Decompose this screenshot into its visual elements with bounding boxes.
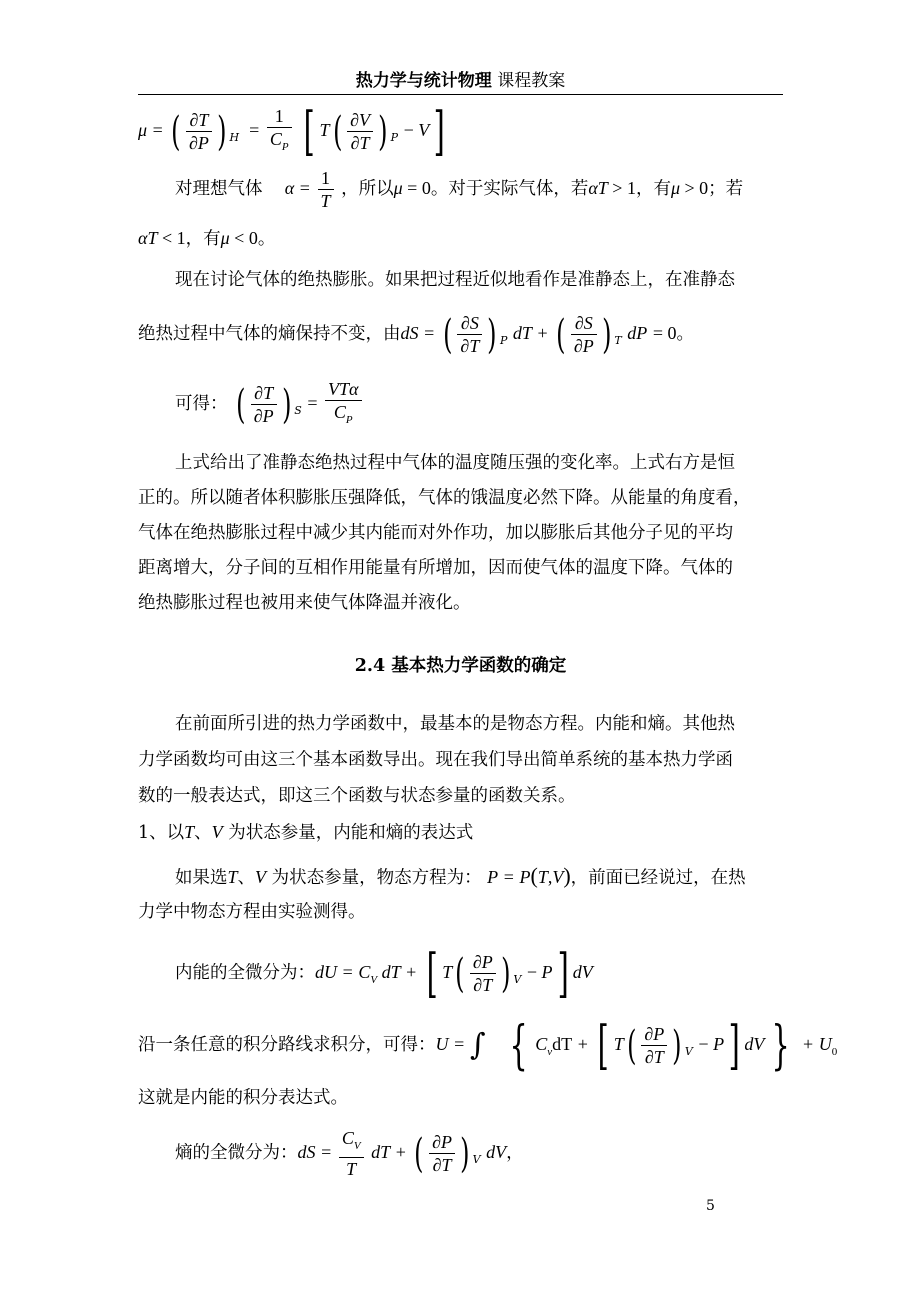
text-fragment: 熵的全微分为：	[175, 1143, 298, 1163]
paragraph-adiabatic-line1: 现在讨论气体的绝热膨胀。如果把过程近似地看作是准静态上，在准静态	[175, 270, 735, 290]
text-ideal-gas-label: 对理想气体	[175, 179, 263, 199]
text-fragment: 、	[237, 868, 256, 888]
text-fragment: ，	[506, 1143, 524, 1163]
equation-internal-energy-integral: 沿一条任意的积分路线求积分，可得：U = ∫ { $C_vdT$ + [ T( $\frac{\partial P}{\partial T}$ ) $_V$ − P] dV } + $U_0$	[138, 1015, 838, 1076]
header-title: 热力学与统计物理	[355, 71, 492, 91]
equation-internal-energy-diff: 内能的全微分为：dU = $C_V$ dT + [ T( $\frac{\partial P}{\partial T}$ ) $_V$ − P] dV	[175, 943, 593, 1004]
text-fragment: 。对于实际气体，若	[430, 179, 589, 199]
paragraph-explanation-line1: 上式给出了准静态绝热过程中气体的温度随压强的变化率。上式右方是恒	[175, 453, 735, 473]
paragraph-basic-functions-line3: 数的一般表达式，即这三个函数与状态参量的函数关系。	[138, 786, 576, 806]
text-line-ideal-gas: 对理想气体 α = $\frac{1}{T}$ ，所以μ = 0。对于实际气体，若αT > 1，有μ > 0；若	[175, 168, 744, 211]
text-fragment: 为状态参量，物态方程为：	[271, 868, 482, 888]
paragraph-explanation-line2: 正的。所以随者体积膨胀压强降低，气体的饿温度必然下降。从能量的角度看，	[138, 488, 751, 508]
page-number: 5	[706, 1198, 715, 1214]
header-rule	[138, 94, 783, 95]
paragraph-state-eq-line1: 如果选T、V 为状态参量，物态方程为： P = P(T,V)，前面已经说过，在热	[175, 863, 746, 888]
text-fragment: 。	[676, 324, 695, 344]
equation-adiabatic-rate: 可得： ( $\frac{\partial T}{\partial P}$ ) $_S$ = $\frac{\text{VTα}}{C_P}$	[175, 378, 364, 428]
paragraph-explanation-line3: 气体在绝热膨胀过程中减少其内能而对外作功，加以膨胀后其他分子见的平均	[138, 523, 733, 543]
paragraph-state-eq-line2: 力学中物态方程由实验测得。	[138, 902, 366, 922]
text-fragment: 内能的全微分为：	[175, 963, 315, 983]
page-header	[138, 66, 783, 94]
text-fragment: 、	[194, 823, 212, 843]
text-fragment: ，前面已经说过，在热	[570, 868, 746, 888]
text-line-ideal-gas-cont: αT < 1，有μ < 0。	[138, 228, 276, 249]
text-fragment: ，所以	[341, 179, 394, 199]
paragraph-basic-functions-line1: 在前面所引进的热力学函数中，最基本的是物态方程。内能和熵。其他热	[175, 714, 735, 734]
text-fragment: 沿一条任意的积分路线求积分，可得：	[138, 1035, 436, 1055]
header-subtitle: 课程教案	[497, 71, 566, 91]
subsection-heading: 1、以T、V 为状态参量，内能和熵的表达式	[138, 822, 474, 843]
paragraph-explanation-line4: 距离增大，分子间的互相作用能量有所增加，因而使气体的温度下降。气体的	[138, 558, 733, 578]
section-title: 2.4 基本热力学函数的确定	[354, 656, 567, 676]
text-fragment: ；若	[708, 179, 744, 199]
text-fragment: 可得：	[175, 394, 228, 414]
equation-entropy-diff: 熵的全微分为：dS = $\frac{C_V}{T}$ dT + ( $\frac{\partial P}{\partial T}$ ) $_V$ dV，	[175, 1128, 524, 1179]
text-fragment: 绝热过程中气体的熵保持不变，由	[138, 324, 401, 344]
paragraph-adiabatic-line2: 绝热过程中气体的熵保持不变，由dS = ( $\frac{\partial S}{\partial T}$ ) $_P$ dT + ( $\frac{\partial S}{\partial P}$ ) $_T$ dP = 0。	[138, 311, 695, 358]
equation-mu: μ = ( $\frac{\partial T}{\partial P}$ ) $_H$ = $\frac{1}{C_P}$ [ T( $\frac{\partial V}{\partial T}$ ) $_P$ − V]	[138, 101, 445, 162]
text-fragment: 如果选	[175, 868, 228, 888]
text-fragment: ，有	[635, 179, 671, 199]
text-fragment: 为状态参量，内能和熵的表达式	[228, 823, 474, 843]
text-fragment: 。	[257, 229, 276, 249]
text-fragment: 1、以	[138, 823, 185, 843]
paragraph-explanation-line5: 绝热膨胀过程也被用来使气体降温并液化。	[138, 593, 471, 613]
paragraph-basic-functions-line2: 力学函数均可由这三个基本函数导出。现在我们导出简单系统的基本热力学函	[138, 750, 733, 770]
text-integral-expression: 这就是内能的积分表达式。	[138, 1088, 348, 1108]
text-fragment: ，有	[185, 229, 221, 249]
